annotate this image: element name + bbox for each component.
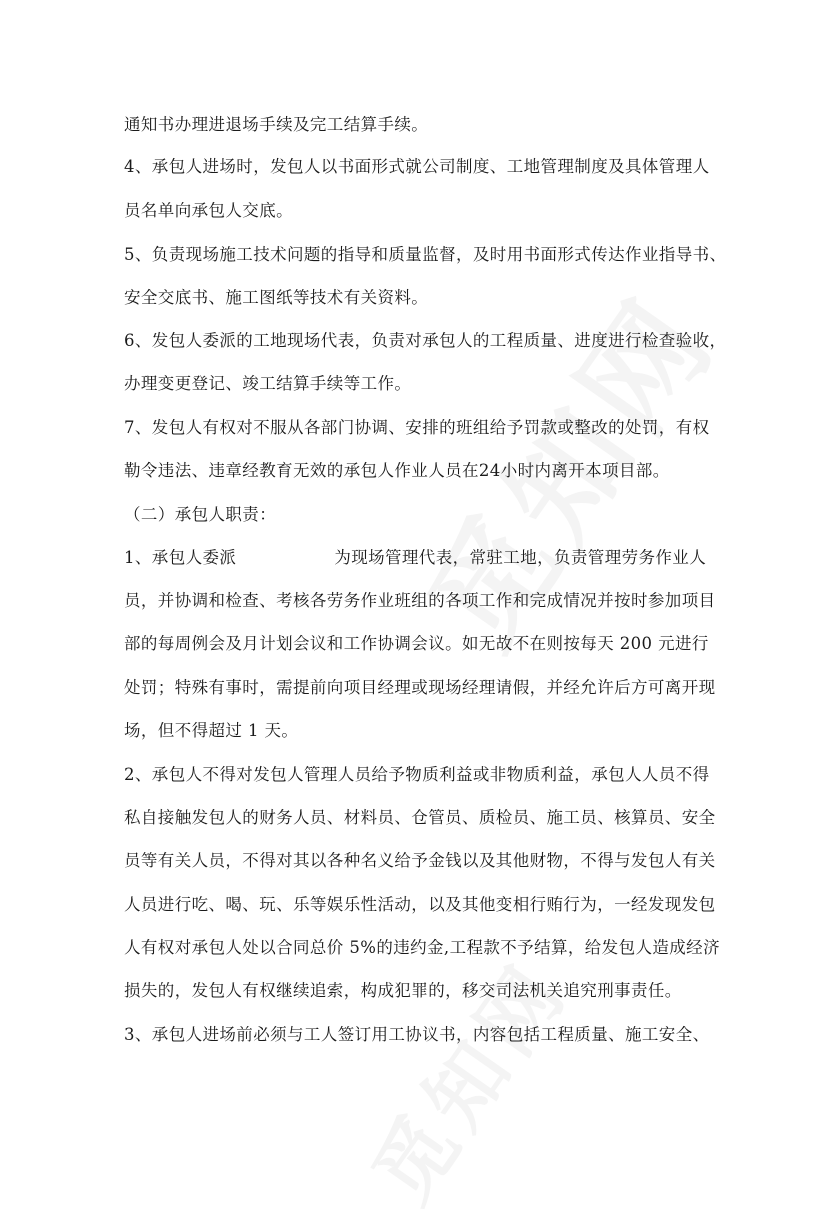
text-line: 处罚；特殊有事时，需提前向项目经理或现场经理请假，并经允许后方可离开现 (124, 678, 716, 697)
text-line: 通知书办理进退场手续及完工结算手续。 (124, 115, 429, 134)
text-line: 办理变更登记、竣工结算手续等工作。 (124, 374, 412, 393)
text-line: 员等有关人员，不得对其以各种名义给予金钱以及其他财物，不得与发包人有关 (124, 851, 716, 870)
watermark (340, 934, 589, 1221)
text-line: 场，但不得超过 1 天。 (124, 721, 299, 740)
text-line: 4、承包人进场时，发包人以书面形式就公司制度、工地管理制度及具体管理人 (124, 157, 710, 176)
text-line: 6、发包人委派的工地现场代表，负责对承包人的工程质量、进度进行检查验收， (124, 331, 727, 350)
text-line: 勒令违法、违章经教育无效的承包人作业人员在24小时内离开本项目部。 (124, 461, 670, 480)
text-line: 安全交底书、施工图纸等技术有关资料。 (124, 288, 429, 307)
text-line: 部的每周例会及月计划会议和工作协调会议。如无故不在则按每天 200 元进行 (124, 634, 709, 653)
text-line: 员名单向承包人交底。 (124, 201, 293, 220)
text-line: 5、负责现场施工技术问题的指导和质量监督，及时用书面形式传达作业指导书、 (124, 245, 727, 264)
text-segment: 1、承包人委派 (124, 548, 237, 567)
text-line: 员，并协调和检查、考核各劳务作业班组的各项工作和完成情况并按时参加项目 (124, 591, 716, 610)
text-line: 损失的，发包人有权继续追索，构成犯罪的，移交司法机关追究刑事责任。 (124, 981, 682, 1000)
section-heading: （二）承包人职责： (124, 505, 277, 524)
text-line: 2、承包人不得对发包人管理人员给予物质利益或非物质利益，承包人人员不得 (124, 765, 710, 784)
text-line: 私自接触发包人的财务人员、材料员、仓管员、质检员、施工员、核算员、安全 (124, 808, 716, 827)
text-line: 人有权对承包人处以合同总价 5%的违约金,工程款不予结算，给发包人造成经济 (124, 938, 720, 957)
text-segment: 为现场管理代表，常驻工地，负责管理劳务作业人 (334, 548, 707, 567)
text-line (124, 548, 706, 568)
text-line: 7、发包人有权对不服从各部门协调、安排的班组给予罚款或整改的处罚，有权 (124, 418, 710, 437)
text-line: 人员进行吃、喝、玩、乐等娱乐性活动，以及其他变相行贿行为，一经发现发包 (124, 895, 716, 914)
text-line: 3、承包人进场前必须与工人签订用工协议书，内容包括工程质量、施工安全、 (124, 1025, 710, 1044)
